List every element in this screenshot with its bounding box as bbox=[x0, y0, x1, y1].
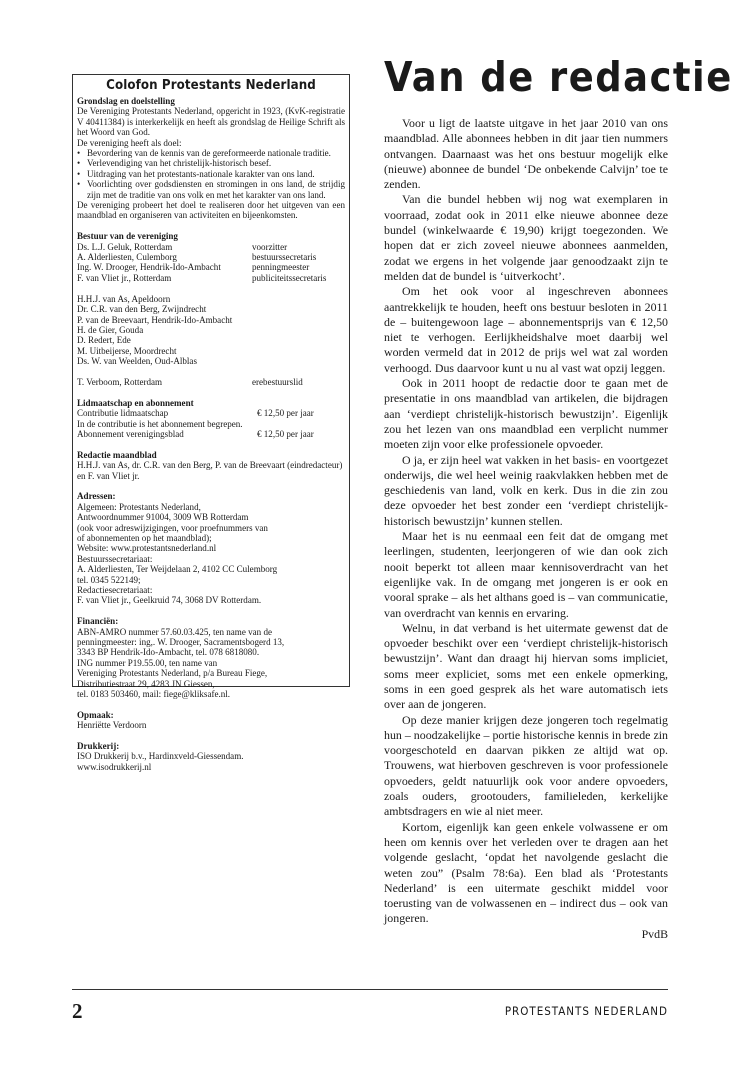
bullet-icon: • bbox=[77, 168, 81, 179]
address-line: A. Alderliesten, Ter Weijdelaan 2, 4102 CC Culemborg bbox=[77, 564, 278, 575]
opmaak-section bbox=[77, 710, 345, 731]
grondslag-intro: De Vereniging Protestants Nederland, opgericht in 1923, (KvK-registratie V 40411384) is interkerkelijk en heeft als grondslag de Heilige Schrift als het Woord van God. bbox=[77, 106, 345, 138]
doel-intro: De vereniging heeft als doel: bbox=[77, 137, 182, 148]
bullet-icon: • bbox=[77, 148, 81, 159]
member-item: H. de Gier, Gouda bbox=[77, 324, 144, 335]
doel-item: • Verlevendiging van het christelijk-historisch besef. bbox=[77, 158, 272, 169]
financien-line: Distributiestraat 29, 4283 JN Giessen, bbox=[77, 678, 215, 689]
drukkerij-heading: Drukkerij: bbox=[77, 741, 120, 752]
address-line: tel. 0345 522149; bbox=[77, 574, 141, 585]
opmaak-heading: Opmaak: bbox=[77, 709, 114, 720]
grondslag-heading: Grondslag en doelstelling bbox=[77, 96, 175, 106]
journal-name: PROTESTANTS NEDERLAND bbox=[504, 1004, 668, 1018]
honorary-row: T. Verboom, Rotterdam erebestuurslid bbox=[77, 376, 303, 387]
doel-item: • Bevordering van de kennis van de gereformeerde nationale traditie. bbox=[77, 148, 331, 159]
website-line: Website: www.protestantsnederland.nl bbox=[77, 543, 217, 554]
editorial-paragraph: Maar het is nu eenmaal een feit dat de omgang met leerlingen, studenten, leerjongeren of wie dan ook zich nooit beperkt tot alleen maar kennisoverdracht van het eigenlijke vak. In de omgang met jongeren is er ook en vooral sprake – als het althans goed is – van communicatie, van overdracht van kennis en ervaring. bbox=[384, 529, 668, 620]
financien-line: 3343 BP Hendrik-Ido-Ambacht, tel. 078 6818080. bbox=[77, 647, 260, 658]
member-item: H.H.J. van As, Apeldoorn bbox=[77, 293, 171, 304]
grondslag-section bbox=[77, 96, 345, 221]
abonnement-row: Abonnement verenigingsblad € 12,50 per jaar bbox=[77, 428, 314, 439]
financien-line: ABN-AMRO nummer 57.60.03.425, ten name van de bbox=[77, 626, 272, 637]
financien-line: tel. 0183 503460, mail: fiege@kliksafe.nl. bbox=[77, 689, 231, 700]
redactie-heading: Redactie maandblad bbox=[77, 449, 157, 460]
footer-divider bbox=[72, 989, 668, 990]
financien-line: Vereniging Protestants Nederland, p/a Bureau Fiege, bbox=[77, 668, 268, 679]
financien-section bbox=[77, 616, 345, 699]
bestuur-heading: Bestuur van de vereniging bbox=[77, 231, 178, 242]
contributie-row: Contributie lidmaatschap € 12,50 per jaar bbox=[77, 408, 314, 419]
financien-heading: Financiën: bbox=[77, 616, 119, 627]
financien-line: penningmeester: ing,. W. Drooger, Sacramentsbogerd 13, bbox=[77, 637, 285, 648]
editorial-paragraph: Ook in 2011 hoopt de redactie door te gaan met de presentatie in ons maandblad van artikelen, die bijdragen aan ‘verdiept christelijk-historisch bewustzijn’. Eigenlijk zou het lezen van ons maandblad een verplicht nummer moeten zijn voor elke professionele opvoeder. bbox=[384, 376, 668, 452]
address-line: of abonnementen op het maandblad); bbox=[77, 532, 212, 543]
address-line: Antwoordnummer 91004, 3009 WB Rotterdam bbox=[77, 512, 249, 523]
member-item: M. Uitbeijerse, Moordrecht bbox=[77, 345, 177, 356]
editorial-paragraph: Van die bundel hebben wij nog wat exemplaren in voorraad, zodat ook in 2011 elke nieuwe abonnee deze bundel (winkelwaarde € 19,90) krijgt toegezonden. We hopen dat er zich zoveel nieuwe abonnees aanmelden, zodat we ergens in het volgende jaar genoodzaakt zijn te melden dat de bundel is ‘uitverkocht’. bbox=[384, 192, 668, 283]
editorial-body bbox=[384, 116, 668, 942]
editorial-paragraph: Welnu, in dat verband is het uitermate gewenst dat de opvoeder beschikt over een ‘verdiept christelijk-historisch bewustzijn’. Want dan draagt hij hiervan soms impliciet, soms meer expliciet, soms met een enkele opmerking, soms in een goed gesprek als het ware automatisch iets over aan de jongeren. bbox=[384, 620, 668, 712]
adressen-section bbox=[77, 491, 345, 605]
editorial-title: Van de redactie bbox=[384, 53, 733, 101]
lidmaatschap-note: In de contributie is het abonnement begrepen. bbox=[77, 418, 243, 429]
doel-item: • Voorlichting over godsdiensten en stromingen in ons land, de strijdig zijn met de traditie van ons volk en met het karakter van ons land. bbox=[77, 179, 345, 200]
grondslag-outro: De vereniging probeert het doel te realiseren door het uitgeven van een maandblad en organiseren van activiteiten en bijeenkomsten. bbox=[77, 200, 345, 221]
redactie-text: H.H.J. van As, dr. C.R. van den Berg, P. van de Breevaart (eindredacteur) en F. van Vliet jr. bbox=[77, 460, 343, 481]
address-line: Algemeen: Protestants Nederland, bbox=[77, 501, 201, 512]
drukkerij-section bbox=[77, 741, 345, 772]
member-item: P. van de Breevaart, Hendrik-Ido-Ambacht bbox=[77, 314, 233, 325]
lidmaatschap-heading: Lidmaatschap en abonnement bbox=[77, 397, 194, 408]
officer-row: F. van Vliet jr., Rotterdam publiciteitssecretaris bbox=[77, 272, 327, 283]
page-number: 2 bbox=[72, 999, 83, 1023]
bestuur-section bbox=[77, 231, 345, 387]
colofon-box bbox=[72, 74, 350, 772]
editorial-paragraph: Kortom, eigenlijk kan geen enkele volwassene er om heen om kennis over het verleden over te dragen aan het volgende geslacht, ‘opdat het navolgende geslacht die weten zou” (Psalm 78:6a). Een blad als ‘Protestants Nederland’ is een uitermate geschikt middel voor toerusting van de volwassenen en – indirect dus – ook van jongeren. bbox=[384, 819, 668, 926]
bullet-icon: • bbox=[77, 179, 81, 190]
opmaak-text: Henriëtte Verdoorn bbox=[77, 720, 147, 731]
editorial-paragraph: O ja, er zijn heel wat vakken in het basis- en voortgezet onderwijs, die wel heel weinig raakvlakken hebben met de geschiedenis van land, volk en kerk. Dus in die zin zou deze opvoeder het best zonder een ‘verdiept christelijk-historisch bewustzijn’ kunnen stellen. bbox=[384, 452, 668, 528]
address-line: F. van Vliet jr., Geelkruid 74, 3068 DV Rotterdam. bbox=[77, 595, 262, 606]
editorial-paragraph: Voor u ligt de laatste uitgave in het jaar 2010 van ons maandblad. Alle abonnees hebben in dit jaar tien nummers ontvangen. Daarnaast was het ons bestuur mogelijk elke (nieuwe) abonnee de bundel ‘De onbekende Calvijn’ toe te zenden. bbox=[384, 116, 668, 192]
member-item: D. Redert, Ede bbox=[77, 335, 131, 346]
adressen-heading: Adressen: bbox=[77, 491, 116, 502]
doel-item: • Uitdraging van het protestants-nationale karakter van ons land. bbox=[77, 168, 315, 179]
doelen-list bbox=[77, 148, 345, 200]
editorial-paragraph: Om het ook voor al ingeschreven abonnees aantrekkelijk te houden, heeft ons bestuur besloten in 2011 de – buitengewoon lage – abonnementsprijs van € 12,50 niet te verhogen. Eerlijkheidshalve moet daarbij wel worden vermeld dat in 2012 de prijs wel wat zal worden verhoogd. Dus daarvoor kunt u nu al vast wat opzij leggen. bbox=[384, 284, 668, 375]
redactie-section bbox=[77, 450, 345, 481]
member-item: Ds. W. van Weelden, Oud-Alblas bbox=[77, 356, 197, 367]
drukkerij-line: ISO Drukkerij b.v., Hardinxveld-Giessendam. bbox=[77, 751, 244, 762]
colofon-title: Colofon Protestants Nederland bbox=[106, 78, 316, 93]
drukkerij-website: www.isodrukkerij.nl bbox=[77, 761, 152, 772]
editorial-paragraph: Op deze manier krijgen deze jongeren toch regelmatig hun – noodzakelijke – portie historische kennis in brede zin voorgeschoteld en daarvan pikken ze altijd wat op. Trouwens, wat hierboven geschreven is voor professionele opvoeders, geldt natuurlijk ook voor andere opvoeders, zoals ouders, grootouders, familieleden, kerkelijke ambtsdragers en wie al niet meer. bbox=[384, 712, 668, 819]
address-line: (ook voor adreswijzigingen, voor proefnummers van bbox=[77, 522, 268, 533]
bullet-icon: • bbox=[77, 158, 81, 169]
lidmaatschap-section bbox=[77, 398, 345, 440]
officer-row: Ds. L.J. Geluk, Rotterdam voorzitter bbox=[77, 241, 288, 252]
address-line: Bestuurssecretariaat: bbox=[77, 553, 153, 564]
address-line: Redactiesecretariaat: bbox=[77, 585, 153, 595]
officer-row: A. Alderliesten, Culemborg bestuurssecretaris bbox=[77, 252, 317, 263]
editorial-signature: PvdB bbox=[641, 926, 668, 941]
member-item: Dr. C.R. van den Berg, Zwijndrecht bbox=[77, 304, 207, 315]
officer-row: Ing. W. Drooger, Hendrik-Ido-Ambacht penningmeester bbox=[77, 262, 310, 273]
financien-line: ING nummer P19.55.00, ten name van bbox=[77, 657, 218, 668]
